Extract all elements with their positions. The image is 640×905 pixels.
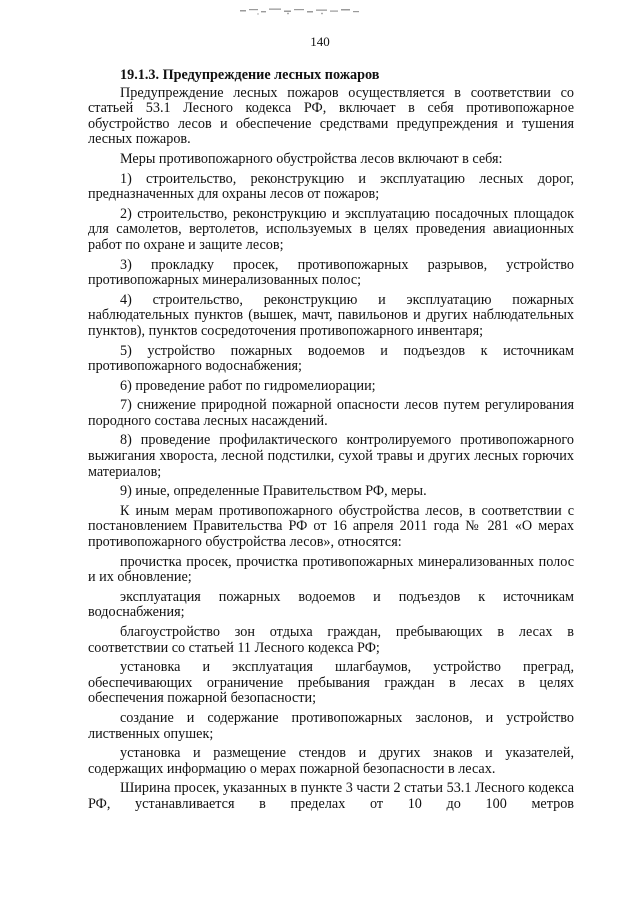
list-item: создание и содержание противопожарных заслонов, и устройство лиственных опушек; — [88, 709, 574, 742]
list-item: прочистка просек, прочистка противопожарных минерализованных полос и их обновление; — [88, 553, 574, 586]
section-heading: 19.1.3. Предупреждение лесных пожаров — [120, 67, 380, 83]
paragraph: К иным мерам противопожарного обустройства лесов, в соответствии с постановлением Правительства РФ от 16 апреля 2011 года № 281 «О мерах противопожарного обустройства лесов», относятся: — [88, 502, 574, 551]
list-item: 1) строительство, реконструкцию и эксплуатацию лесных дорог, предназначенных для охраны лесов от пожаров; — [88, 170, 574, 203]
list-item: 7) снижение природной пожарной опасности лесов путем регулирования породного состава лесных насаждений. — [88, 397, 574, 429]
list-item: установка и эксплуатация шлагбаумов, устройство преград, обеспечивающих ограничение пребывания граждан в лесах в целях обеспечения пожарной безопасности; — [88, 659, 574, 707]
list-item: 5) устройство пожарных водоемов и подъездов к источникам противопожарного водоснабжения; — [88, 342, 574, 375]
paragraph: Ширина просек, указанных в пункте 3 части 2 статьи 53.1 Лесного кодекса РФ, устанавливается в пределах от 10 до 100 метров — [88, 780, 574, 812]
list-item: 3) прокладку просек, противопожарных разрывов, устройство противопожарных минерализованных полос; — [88, 256, 574, 289]
list-item: 8) проведение профилактического контролируемого противопожарного выжигания хвороста, лесной подстилки, сухой травы и других лесных горючих материалов; — [88, 432, 574, 480]
list-item: эксплуатация пожарных водоемов и подъездов к источникам водоснабжения; — [88, 588, 574, 621]
scan-artifact-icon — [238, 6, 368, 16]
paragraph: Меры противопожарного обустройства лесов включают в себя: — [120, 150, 503, 167]
list-item: 9) иные, определенные Правительством РФ, меры. — [120, 483, 427, 500]
document-body — [88, 68, 574, 817]
paragraph: Предупреждение лесных пожаров осуществляется в соответствии со статьей 53.1 Лесного кодекса РФ, включает в себя противопожарное обустройство лесов и обеспечение средствами предупреждения и тушения лесных пожаров. — [88, 84, 574, 148]
list-item: установка и размещение стендов и других знаков и указателей, содержащих информацию о мерах пожарной безопасности в лесах. — [88, 745, 574, 777]
list-item: благоустройство зон отдыха граждан, пребывающих в лесах в соответствии со статьей 11 Лесного кодекса РФ; — [88, 624, 574, 656]
page-number: 140 — [310, 34, 330, 49]
list-item: 2) строительство, реконструкцию и эксплуатацию посадочных площадок для самолетов, вертолетов, используемых в целях проведения авиационных работ по охране и защите лесов; — [88, 205, 574, 253]
list-item: 4) строительство, реконструкцию и эксплуатацию пожарных наблюдательных пунктов (вышек, мачт, павильонов и других наблюдательных пунктов), пунктов сосредоточения противопожарного инвентаря; — [88, 291, 574, 339]
list-item: 6) проведение работ по гидромелиорации; — [120, 377, 376, 394]
